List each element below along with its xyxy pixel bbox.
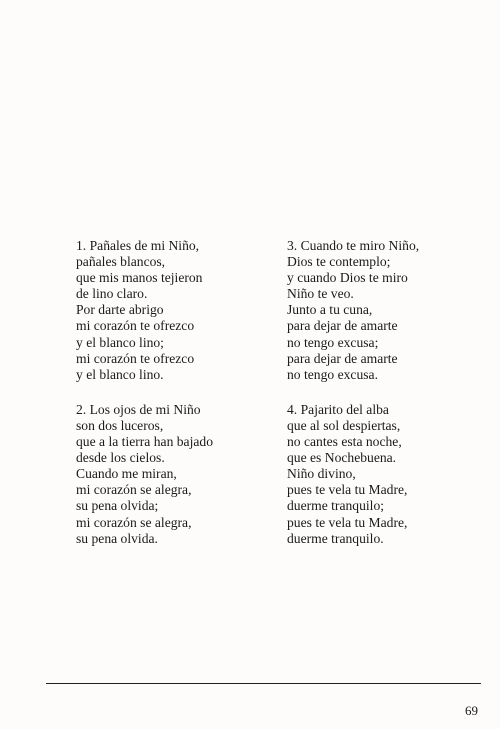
verse-line: Niño te veo. [287, 286, 354, 302]
verse-line: desde los cielos. [76, 450, 165, 466]
verse-line: son dos luceros, [76, 417, 164, 433]
right-column [287, 238, 477, 566]
footer-divider [46, 683, 481, 684]
verse-line: no cantes esta noche, [287, 434, 402, 450]
verse-line: que mis manos tejieron [76, 270, 203, 286]
left-column [76, 238, 266, 566]
verse-line: pues te vela tu Madre, [287, 482, 408, 498]
verse-line: Niño divino, [287, 466, 356, 482]
verse-line: no tengo excusa; [287, 334, 379, 350]
verse-line: mi corazón te ofrezco [76, 350, 195, 366]
verse-line: su pena olvida; [76, 498, 159, 514]
verse-line: que es Nochebuena. [287, 450, 397, 466]
verse-line: pañales blancos, [76, 254, 166, 270]
verse-line: para dejar de amarte [287, 350, 398, 366]
verse-line: Por darte abrigo [76, 302, 164, 318]
stanza-3 [287, 238, 477, 383]
verse-line: 2. Los ojos de mi Niño [76, 401, 201, 417]
verse-line: y el blanco lino. [76, 366, 164, 382]
verse-line: que al sol despiertas, [287, 417, 401, 433]
verse-line: y el blanco lino; [76, 334, 164, 350]
verse-line: que a la tierra han bajado [76, 434, 213, 450]
verse-line: para dejar de amarte [287, 318, 398, 334]
verse-line: mi corazón te ofrezco [76, 318, 195, 334]
verse-line: 3. Cuando te miro Niño, [287, 238, 420, 253]
verse-line: no tengo excusa. [287, 366, 378, 382]
verse-line: duerme tranquilo; [287, 498, 385, 514]
verse-line: Cuando me miran, [76, 466, 177, 482]
stanza-1 [76, 238, 266, 383]
verse-line: mi corazón se alegra, [76, 514, 192, 530]
verse-line: 4. Pajarito del alba [287, 401, 389, 417]
stanza-4 [287, 402, 477, 547]
verse-line: 1. Pañales de mi Niño, [76, 238, 200, 253]
verse-line: Dios te contemplo; [287, 254, 391, 270]
verse-line: de lino claro. [76, 286, 148, 302]
verse-line: duerme tranquilo. [287, 530, 384, 546]
verse-line: su pena olvida. [76, 530, 158, 546]
verse-line: Junto a tu cuna, [287, 302, 373, 318]
verse-line: pues te vela tu Madre, [287, 514, 408, 530]
verse-line: mi corazón se alegra, [76, 482, 192, 498]
verse-line: y cuando Dios te miro [287, 270, 408, 286]
page-number: 69 [465, 703, 478, 718]
stanza-2 [76, 402, 266, 547]
